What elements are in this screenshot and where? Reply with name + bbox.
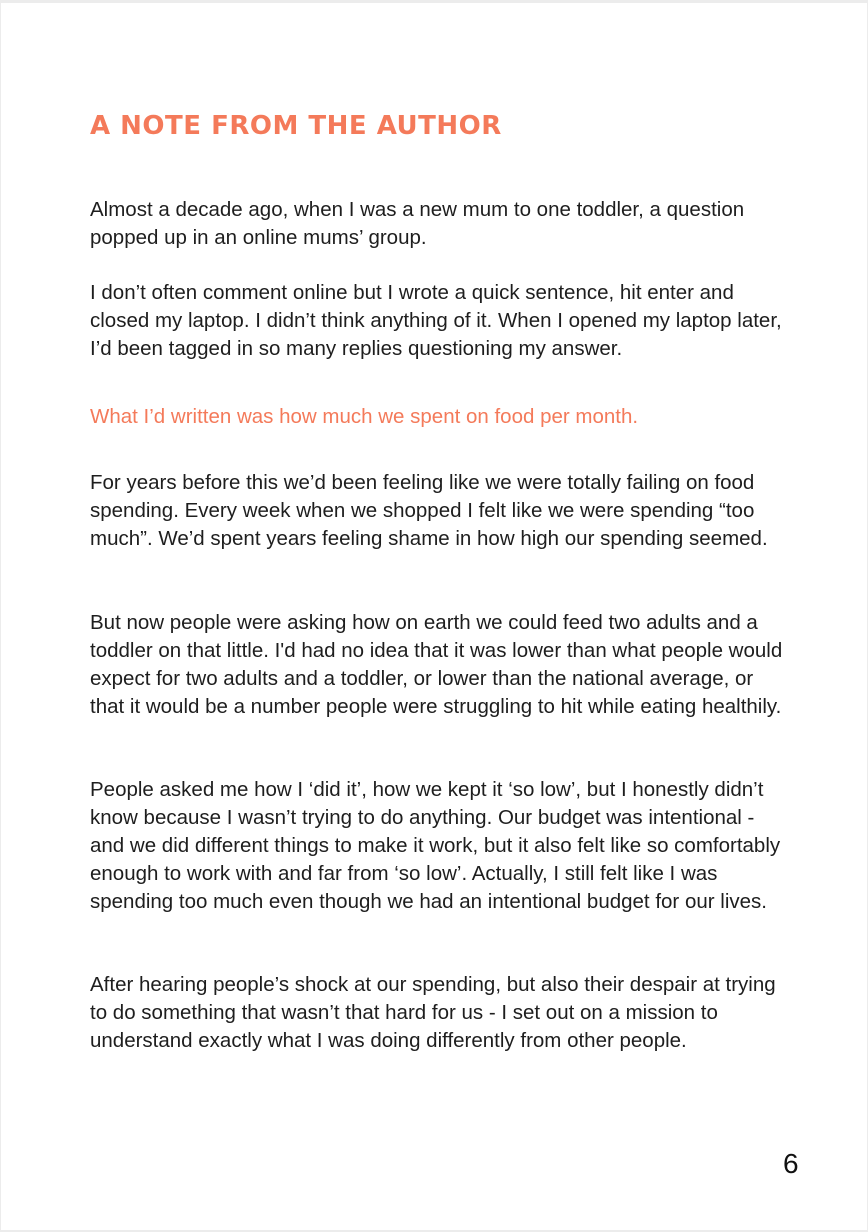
page-title: A NOTE FROM THE AUTHOR [90, 111, 502, 141]
paragraph-asking: But now people were asking how on earth we could feed two adults and a toddler on that little. I'd had no idea that it was lower than what people would expect for two adults and a toddler, or lower than the national average, or that it would be a number people were struggling to hit while eating healthily. [90, 611, 783, 718]
page-number: 6 [783, 1148, 799, 1179]
highlight-quote: What I’d written was how much we spent on food per month. [90, 405, 639, 428]
paragraph-intro: Almost a decade ago, when I was a new mum to one toddler, a question popped up in an online mums’ group. [90, 198, 745, 249]
paragraph-mission: After hearing people’s shock at our spending, but also their despair at trying to do something that wasn’t that hard for us - I set out on a mission to understand exactly what I was doing differently from other people. [90, 973, 776, 1052]
paragraph-how-did-it: People asked me how I ‘did it’, how we kept it ‘so low’, but I honestly didn’t know because I wasn’t trying to do anything. Our budget was intentional - and we did different things to make it work, but it also felt like so comfortably enough to work with and far from ‘so low’. Actually, I still felt like I was spending too much even though we had an intentional budget for our lives. [90, 778, 781, 913]
paragraph-failing: For years before this we’d been feeling like we were totally failing on food spending. Every week when we shopped I felt like we were spending “too much”. We’d spent years feeling shame in how high our spending seemed. [90, 471, 768, 550]
paragraph-comment: I don’t often comment online but I wrote a quick sentence, hit enter and closed my laptop. I didn’t think anything of it. When I opened my laptop later, I’d been tagged in so many replies questioning my answer. [90, 281, 782, 360]
document-page [1, 3, 867, 1230]
